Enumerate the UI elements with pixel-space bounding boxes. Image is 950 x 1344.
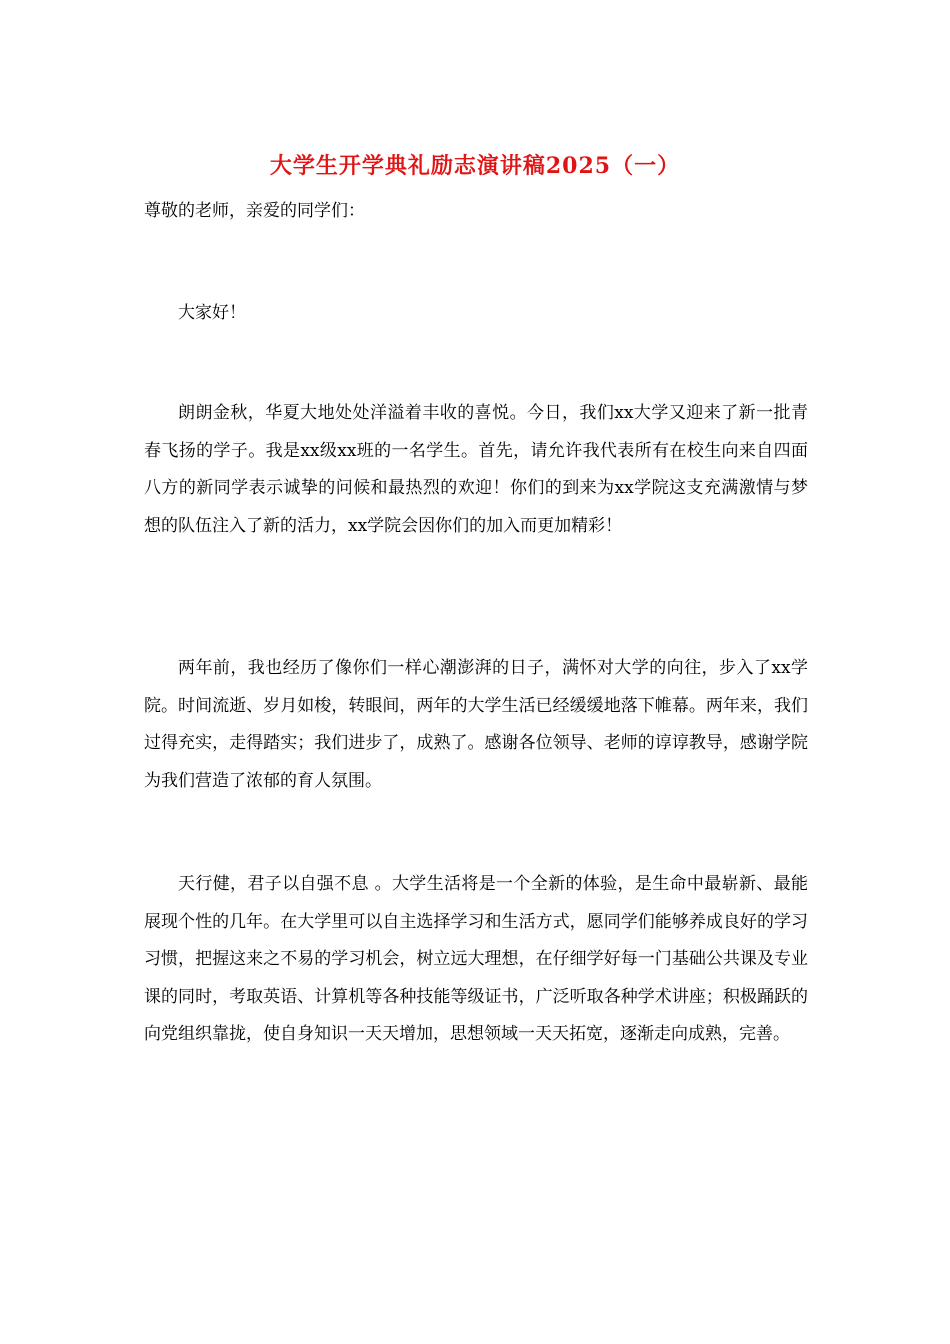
document-title: 大学生开学典礼励志演讲稿2025（一） [269,153,681,179]
paragraph-experience: 两年前，我也经历了像你们一样心潮澎湃的日子，满怀对大学的向往，步入了xx学院。时间流逝、岁月如梭，转眼间，两年的大学生活已经缓缓地落下帷幕。两年来，我们过得充实，走得踏实；我们进步了，成熟了。感谢各位领导、老师的谆谆教导，感谢学院为我们营造了浓郁的育人氛围。 [144,658,808,791]
paragraph-advice: 天行健，君子以自强不息 。大学生活将是一个全新的体验，是生命中最崭新、最能展现个性的几年。在大学里可以自主选择学习和生活方式，愿同学们能够养成良好的学习习惯，把握这来之不易的学习机会，树立远大理想，在仔细学好每一门基础公共课及专业课的同时，考取英语、计算机等各种技能等级证书，广泛听取各种学术讲座；积极踊跃的向党组织靠拢，使自身知识一天天增加，思想领域一天天拓宽，逐渐走向成熟，完善。 [144,874,808,1044]
paragraph-greeting: 大家好！ [178,303,246,323]
salutation: 尊敬的老师，亲爱的同学们： [144,201,365,221]
paragraph-welcome: 朗朗金秋，华夏大地处处洋溢着丰收的喜悦。今日，我们xx大学又迎来了新一批青春飞扬的学子。我是xx级xx班的一名学生。首先，请允许我代表所有在校生向来自四面八方的新同学表示诚挚的问候和最热烈的欢迎！你们的到来为xx学院这支充满激情与梦想的队伍注入了新的活力，xx学院会因你们的加入而更加精彩！ [144,403,808,536]
